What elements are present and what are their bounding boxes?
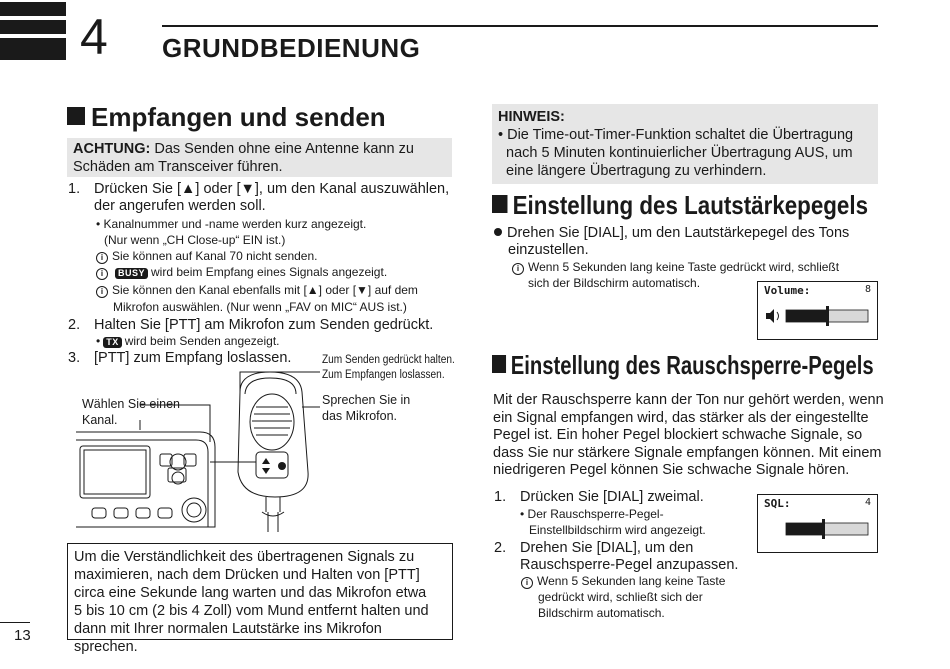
caution-label: ACHTUNG: [73, 141, 151, 157]
lcd-sql-label: SQL: [764, 497, 791, 510]
sq-step-1-number: 1. [494, 489, 507, 505]
step-2-bullet: • TX wird beim Senden angezeigt. [96, 334, 280, 348]
chapter-number: 4 [80, 9, 108, 65]
step-2-number: 2. [68, 317, 81, 333]
step-1-bullet-2: (Nur wenn „CH Close-up“ EIN ist.) [104, 233, 286, 247]
caution-box [67, 138, 452, 177]
info-note-3-line-2: Mikrofon auswählen. (Nur wenn „FAV on MIC“ AUS ist.) [113, 300, 407, 314]
info-icon: i [96, 252, 108, 264]
section-title-squelch: Einstellung des Rauschsperre-Pegels [492, 350, 874, 380]
section-title-send-receive: Empfangen und senden [67, 102, 386, 132]
volume-lcd-screen [757, 281, 878, 340]
tip-box: Um die Verständlichkeit des übertragenen Signals zu maximieren, nach dem Drücken und Halten von [PTT] circa eine Sekunde lang warten und das Mikrofon etwa 5 bis 10 cm (2 bis 4 Zoll) vom Mund entfernt halten und dann mit Ihrer normalen Lautstärke ins Mikrofon sprechen. [67, 543, 453, 640]
sq-info-3: Bildschirm automatisch. [538, 606, 665, 620]
callout-channel: Wählen Sie einen Kanal. [82, 397, 180, 427]
note-label: HINWEIS: [498, 109, 565, 125]
info-icon: i [96, 286, 108, 298]
transceiver-microphone-illustration [70, 362, 460, 532]
info-note-3: i Sie können den Kanal ebenfalls mit [▲] oder [▼] auf dem [96, 282, 418, 299]
info-icon: i [512, 263, 524, 275]
volume-info-2: sich der Bildschirm automatisch. [528, 276, 701, 290]
step-3-text: [PTT] zum Empfang loslassen. [94, 350, 292, 366]
sq-info-2: gedrückt wird, schließt sich der [538, 590, 703, 604]
sq-step-1-bullet-2: Einstellbildschirm wird angezeigt. [529, 523, 706, 537]
lcd-volume-label: Volume: [764, 284, 811, 297]
volume-level-marker [826, 306, 829, 326]
step-1-number: 1. [68, 181, 81, 197]
section-title-volume: Einstellung des Lautstärkepegels [492, 190, 868, 220]
step-3-number: 3. [68, 350, 81, 366]
info-icon: i [521, 577, 533, 589]
chapter-title: GRUNDBEDIENUNG [162, 33, 421, 63]
busy-badge: BUSY [115, 268, 148, 279]
sq-info: i Wenn 5 Sekunden lang keine Taste [521, 573, 725, 590]
volume-bullet-2: einzustellen. [508, 242, 589, 258]
square-bullet-icon [492, 195, 507, 213]
step-2-text: Halten Sie [PTT] am Mikrofon zum Senden gedrückt. [94, 317, 434, 333]
callout-ptt: Zum Senden gedrückt halten. Zum Empfangen loslassen. [322, 354, 455, 381]
sq-step-2-text-2: Rauschsperre-Pegel anzupassen. [520, 557, 739, 573]
sql-level-marker [822, 519, 825, 539]
page-number-rule [0, 622, 30, 623]
sq-step-2-text: Drehen Sie [DIAL], um den [520, 540, 694, 556]
sq-step-1-bullet: • Der Rauschsperre-Pegel- [520, 507, 664, 521]
volume-level-bar-fill [786, 310, 827, 322]
bullet-dot-icon [494, 228, 502, 236]
caution-text: Das Senden ohne eine Antenne kann zu [150, 141, 414, 157]
info-icon: i [96, 268, 108, 280]
header-rule [162, 25, 878, 27]
sq-step-2-number: 2. [494, 540, 507, 556]
volume-bullet: Drehen Sie [DIAL], um den Lautstärkepegel des Tons [494, 225, 849, 243]
step-1-bullet: • Kanalnummer und -name werden kurz angezeigt. [96, 217, 367, 231]
step-1-text-2: der angerufen werden soll. [94, 198, 266, 214]
page-number: 13 [14, 627, 31, 644]
volume-info: i Wenn 5 Sekunden lang keine Taste gedrückt wird, schließt [512, 259, 839, 276]
tx-badge: TX [103, 337, 122, 348]
info-note-1: i Sie können auf Kanal 70 nicht senden. [96, 248, 318, 265]
step-1-text: Drücken Sie [▲] oder [▼], um den Kanal auszuwählen, [94, 181, 450, 197]
lcd-volume-value: 8 [864, 284, 871, 295]
sql-lcd-screen [757, 494, 878, 553]
caution-text-2: Schäden am Transceiver führen. [73, 159, 283, 175]
square-bullet-icon [67, 107, 85, 125]
callout-speak: Sprechen Sie in das Mikrofon. [322, 393, 411, 423]
info-note-2: i BUSY wird beim Empfang eines Signals angezeigt. [96, 264, 387, 281]
square-bullet-icon [492, 355, 506, 373]
squelch-paragraph: Mit der Rauschsperre kann der Ton nur gehört werden, wenn ein Signal empfangen wird, das stärker als der eingestellte Pegel ist. Ein hoher Pegel blockiert schwache Signale, so dass Sie nur stärkere Signale empfangen können. Mit einem niedrigeren Pegel können Sie schwache Signale hören. [493, 392, 884, 478]
speaker-icon [766, 309, 779, 323]
sq-step-1-text: Drücken Sie [DIAL] zweimal. [520, 489, 704, 505]
lcd-sql-value: 4 [864, 497, 871, 508]
chapter-tab-marker [0, 2, 66, 60]
sql-level-bar-fill [786, 523, 823, 535]
note-box: HINWEIS: • Die Time-out-Timer-Funktion schaltet die Übertragung nach 5 Minuten kontinuierlicher Übertragung AUS, um eine längere Übertragung zu verhindern. [492, 104, 878, 184]
